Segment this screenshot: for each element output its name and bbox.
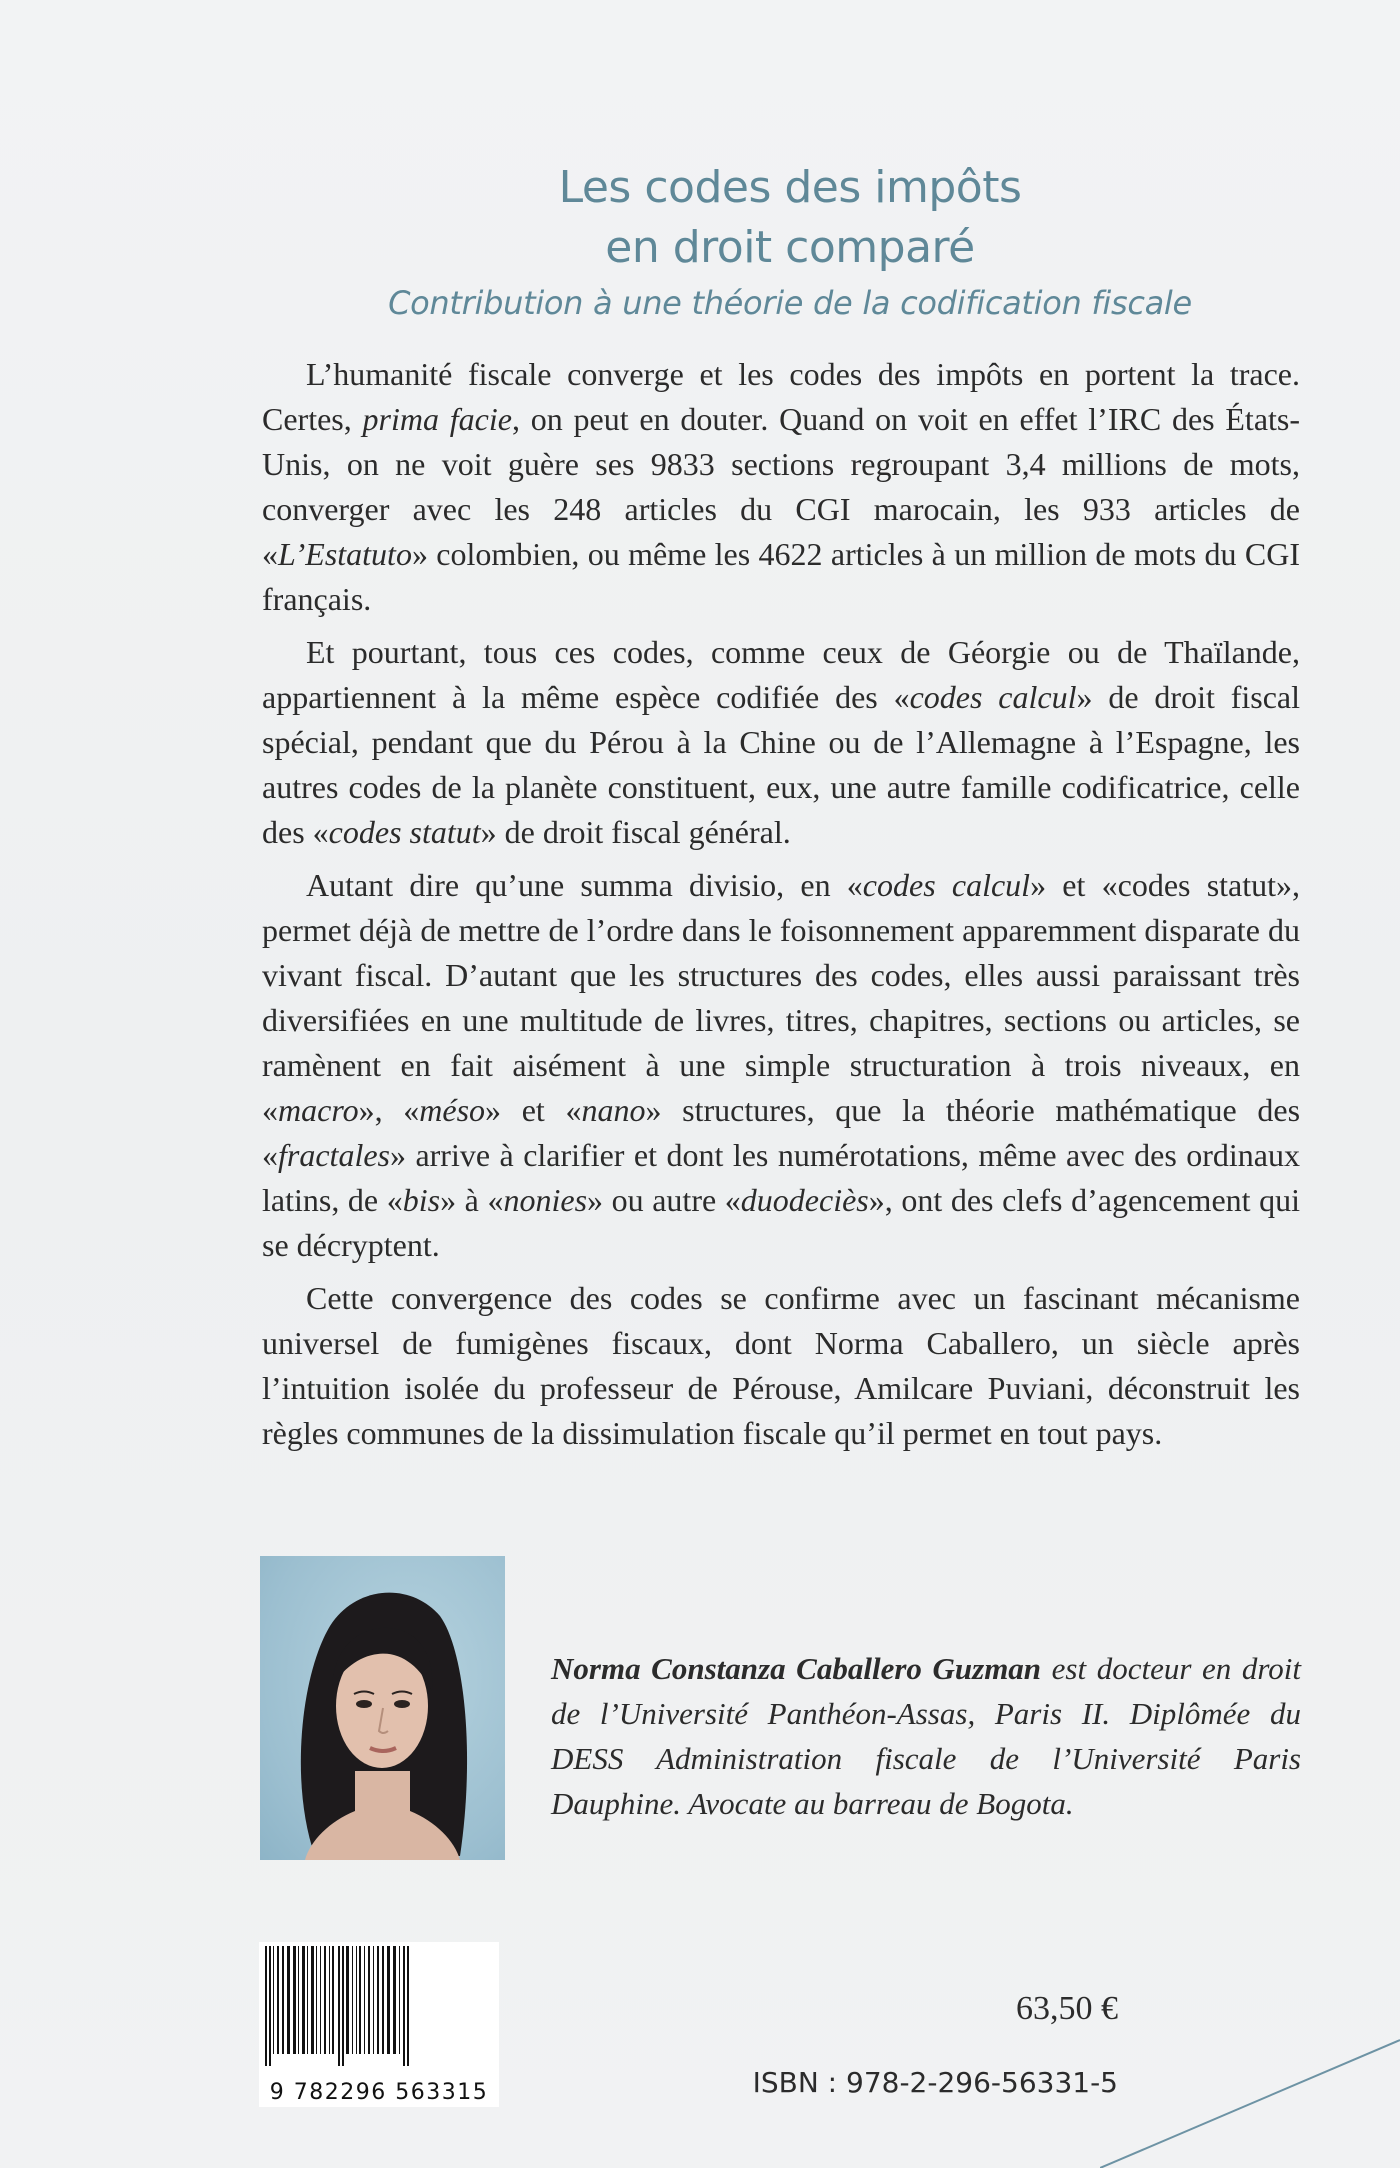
book-subtitle: Contribution à une théorie de la codification fiscale (388, 284, 1192, 322)
blurb-paragraph-4 (262, 1276, 1300, 1456)
text-run: », « (358, 1092, 420, 1128)
barcode-bar (332, 1946, 334, 2054)
italic-term: macro (278, 1092, 359, 1128)
author-bio (551, 1646, 1301, 1826)
barcode-bar (359, 1946, 361, 2054)
italic-term: fractales (278, 1137, 390, 1173)
italic-term: codes calcul (909, 679, 1077, 715)
author-name: Norma Constanza Caballero Guzman (551, 1651, 1042, 1686)
book-title-line-2: en droit comparé (605, 222, 975, 273)
barcode-bar (287, 1946, 290, 2054)
text-run: » de droit fiscal spécial, pendant que du Pérou à la Chine ou de l’Allemagne à l’Espagne, les autres codes de la planète constituent, eux, une autre famille codificatrice, celle des « (262, 679, 1301, 850)
italic-term: codes calcul (862, 867, 1031, 903)
barcode-bar (273, 1946, 274, 2054)
isbn-barcode (259, 1942, 499, 2107)
text-run: », ont des clefs d’agencement qui se décryptent. (262, 1182, 1301, 1263)
barcode-bar (311, 1946, 314, 2054)
text-run: Cette convergence des codes se confirme avec un fascinant mécanisme universel de fumigènes fiscaux, dont Norma Caballero, un siècle après l’intuition isolée du professeur de Pérouse, Amilcare Puviani, déconstruit les règles communes de la dissimulation fiscale qu’il permet en tout pays. (262, 1280, 1300, 1451)
barcode-bar (399, 1946, 400, 2054)
barcode-bar (320, 1946, 321, 2054)
decorative-line (1100, 2000, 1400, 2168)
author-photo (260, 1556, 505, 1860)
blurb-paragraph-3 (262, 863, 1300, 1268)
text-run: » et «codes statut», permet déjà de mettre de l’ordre dans le foisonnement apparemment disparate du vivant fiscal. D’autant que les structures des codes, elles aussi paraissant très diversifiées en une multitude de livres, titres, chapitres, sections ou articles, se ramènent en fait aisément à une simple structuration à trois niveaux, en « (262, 867, 1301, 1128)
barcode-bar (293, 1946, 296, 2054)
barcode-bar (265, 1946, 267, 2066)
text-run: Et pourtant, tous ces codes, comme ceux de Géorgie ou de Thaïlande, appartiennent à la même espèce codifiée des « (262, 634, 1300, 715)
barcode-bar (342, 1946, 344, 2066)
italic-term: L’Estatuto (278, 536, 412, 572)
price: 63,50 € (1016, 1990, 1118, 2027)
isbn-number: ISBN : 978-2-296-56331-5 (752, 2066, 1118, 2099)
blurb-paragraph-2 (262, 630, 1300, 855)
text-run: » de droit fiscal général. (480, 814, 791, 850)
barcode-bar (393, 1946, 396, 2054)
text-run: » à « (440, 1182, 504, 1218)
barcode-bar (356, 1946, 357, 2054)
barcode-digits: 9 782296 563315 (269, 2080, 489, 2105)
barcode-bar (338, 1946, 340, 2066)
italic-term: duodeciès (740, 1182, 869, 1218)
barcode-bar (277, 1946, 279, 2054)
barcode-bar (373, 1946, 374, 2054)
barcode-bar (387, 1946, 390, 2054)
text-run: » structures, que la théorie mathématique des « (262, 1092, 1301, 1173)
barcode-bar (382, 1946, 384, 2054)
text-run: » ou autre « (587, 1182, 741, 1218)
barcode-bar (316, 1946, 317, 2054)
italic-term: nano (581, 1092, 646, 1128)
author-bio-text: est docteur en droit de l’Université Panthéon-Assas, Paris II. Diplômée du DESS Administration fiscale de l’Université Paris Dauphine. Avocate au barreau de Bogota. (551, 1651, 1302, 1821)
text-run: » et « (485, 1092, 582, 1128)
barcode-bar (324, 1946, 326, 2054)
book-title-line-1: Les codes des impôts (558, 162, 1022, 213)
italic-term: bis (402, 1182, 441, 1218)
text-run: , on peut en douter. Quand on voit en effet l’IRC des États-Unis, on ne voit guère ses 9833 sections regroupant 3,4 millions de mots, converger avec les 248 articles du CGI marocain, les 933 articles de « (262, 401, 1301, 572)
italic-term: codes statut (328, 814, 481, 850)
italic-term: prima facie (362, 401, 512, 437)
barcode-bar (329, 1946, 330, 2054)
barcode-bars (265, 1946, 493, 2066)
text-run: L’humanité fiscale converge et les codes des impôts en portent la trace. Certes, (262, 356, 1300, 437)
barcode-bar (377, 1946, 379, 2054)
barcode-bar (403, 1946, 405, 2066)
text-run: » arrive à clarifier et dont les numérotations, même avec des ordinaux latins, de « (262, 1137, 1300, 1218)
barcode-bar (282, 1946, 284, 2054)
barcode-bar (269, 1946, 271, 2066)
italic-term: méso (419, 1092, 486, 1128)
text-run: » colombien, ou même les 4622 articles à un million de mots du CGI français. (262, 536, 1300, 617)
blurb-paragraph-1 (262, 352, 1300, 622)
text-run: Autant dire qu’une summa divisio, en « (306, 867, 863, 903)
barcode-bar (364, 1946, 365, 2054)
barcode-bar (307, 1946, 308, 2054)
barcode-bar (298, 1946, 299, 2054)
blurb-text (262, 352, 1300, 1464)
title-block (0, 158, 1400, 328)
barcode-bar (407, 1946, 409, 2066)
barcode-bar (368, 1946, 370, 2054)
barcode-bar (302, 1946, 305, 2054)
italic-term: nonies (503, 1182, 588, 1218)
barcode-bar (352, 1946, 353, 2054)
barcode-bar (346, 1946, 349, 2054)
